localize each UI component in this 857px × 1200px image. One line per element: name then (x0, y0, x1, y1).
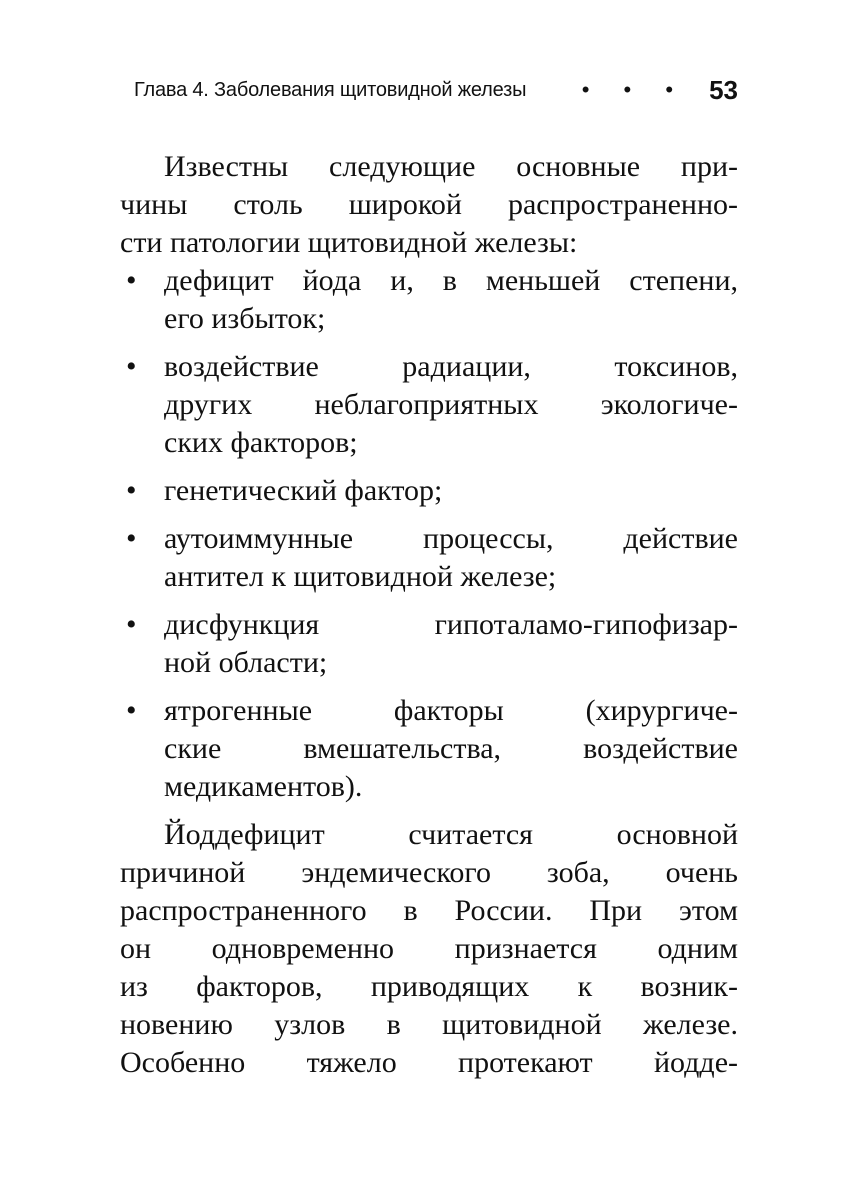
closing-line-2: причиной эндемического зоба, очень (120, 856, 738, 889)
closing-line-7: Особенно тяжело протекают йодде- (120, 1046, 738, 1079)
list-item (120, 520, 738, 596)
causes-list (120, 262, 738, 806)
list-item-line: дисфункция гипоталамо-гипофизар- (164, 608, 738, 641)
closing-line-3: распространенного в России. При этом (120, 894, 738, 927)
list-item-line: воздействие радиации, токсинов, (164, 350, 738, 383)
bullet-dot: • (126, 608, 137, 641)
list-item (120, 472, 738, 510)
list-item-line: антител к щитовидной железе; (164, 560, 557, 593)
header-dots: • • • (581, 77, 688, 102)
list-item-line: дефицит йода и, в меньшей степени, (164, 264, 738, 297)
list-item (120, 262, 738, 338)
list-item (120, 606, 738, 682)
list-item-line: других неблагоприятных экологиче- (164, 388, 738, 421)
closing-line-4: он одновременно признается одним (120, 932, 738, 965)
list-item-line: медикаментов). (164, 770, 363, 803)
bullet-dot: • (126, 264, 137, 297)
list-item-line: его избыток; (164, 302, 326, 335)
closing-line-6: новению узлов в щитовидной железе. (120, 1008, 738, 1041)
intro-line-1: Известны следующие основные при- (164, 150, 738, 183)
chapter-title: Глава 4. Заболевания щитовидной железы (134, 78, 527, 101)
list-item-line: ских факторов; (164, 426, 358, 459)
bullet-dot: • (126, 474, 137, 507)
running-header (134, 72, 738, 108)
list-item (120, 348, 738, 462)
intro-line-2: чины столь широкой распространенно- (120, 188, 738, 221)
list-item-line: аутоиммунные процессы, действие (164, 522, 738, 555)
page-number: 53 (709, 74, 738, 105)
closing-line-5: из факторов, приводящих к возник- (120, 970, 738, 1003)
list-item (120, 692, 738, 806)
list-item-line: генетический фактор; (164, 474, 443, 507)
closing-line-1: Йоддефицит считается основной (164, 818, 738, 851)
bullet-dot: • (126, 350, 137, 383)
bullet-dot: • (126, 522, 137, 555)
closing-paragraph (120, 816, 738, 1082)
list-item-line: ские вмешательства, воздействие (164, 732, 738, 765)
list-item-line: ной области; (164, 646, 328, 679)
list-item-line: ятрогенные факторы (хирургиче- (164, 694, 738, 727)
bullet-dot: • (126, 694, 137, 727)
intro-paragraph (120, 148, 738, 262)
page-body (120, 148, 738, 1082)
intro-line-3: сти патологии щитовидной железы: (120, 226, 578, 259)
